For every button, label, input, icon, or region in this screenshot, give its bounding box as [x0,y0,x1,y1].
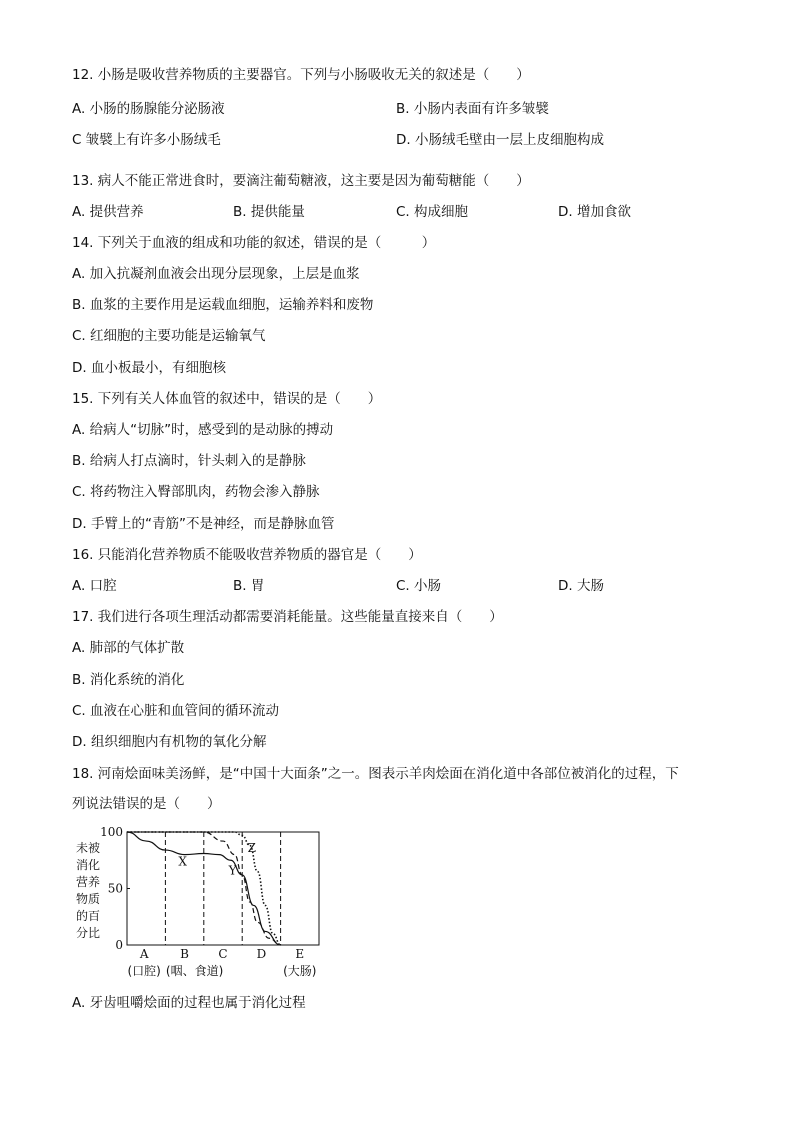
q14-option-c[interactable]: C. 红细胞的主要功能是运输氧气 [72,328,266,344]
x-axis-categories [139,947,304,961]
plot-frame [127,832,319,945]
q15-option-d[interactable]: D. 手臂上的“青筋”不是神经，而是静脉血管 [72,516,335,532]
q17-option-a[interactable]: A. 肺部的气体扩散 [72,640,185,656]
x-category-b: B [180,947,190,961]
q18-stem-line1: 18. 河南烩面味美汤鲜，是“中国十大面条”之一。图表示羊肉烩面在消化道中各部位被消化的过程，下 [72,766,679,782]
y-tick-label: 50 [107,881,123,896]
q12-stem: 12. 小肠是吸收营养物质的主要器官。下列与小肠吸收无关的叙述是（ ） [72,67,530,83]
y-axis-label [76,840,100,940]
q13-option-a[interactable]: A. 提供营养 [72,204,144,220]
curve-label-z: Z [247,840,256,855]
q17-option-c[interactable]: C. 血液在心脏和血管间的循环流动 [72,703,280,719]
x-category-c: C [218,947,228,961]
x-category-d: D [256,947,267,961]
q14-option-b[interactable]: B. 血浆的主要作用是运载血细胞，运输养料和废物 [72,297,374,313]
q14-stem: 14. 下列关于血液的组成和功能的叙述，错误的是（ ） [72,235,436,251]
y-label-line: 分比 [75,926,101,940]
q13-option-b[interactable]: B. 提供能量 [233,204,305,220]
q15-option-c[interactable]: C. 将药物注入臀部肌肉，药物会渗入静脉 [72,484,320,500]
y-tick-label: 0 [115,938,123,952]
q12-option-a[interactable]: A. 小肠的肠腺能分泌肠液 [72,101,225,117]
q12-option-b[interactable]: B. 小肠内表面有许多皱襞 [396,101,549,117]
y-tick-label: 100 [100,825,123,839]
q13-option-d[interactable]: D. 增加食欲 [558,204,631,220]
q16-option-d[interactable]: D. 大肠 [558,578,604,594]
q17-option-d[interactable]: D. 组织细胞内有机物的氧化分解 [72,734,267,750]
q15-option-b[interactable]: B. 给病人打点滴时，针头刺入的是静脉 [72,453,306,469]
x-category-label-a: (口腔) [127,964,161,978]
q17-option-b[interactable]: B. 消化系统的消化 [72,672,185,688]
y-label-line: 未被 [75,841,101,855]
q18-stem-line2: 列说法错误的是（ ） [72,796,221,812]
segment-dividers [165,832,280,945]
q12-option-c[interactable]: C 皱襞上有许多小肠绒毛 [72,132,221,148]
q13-stem: 13. 病人不能正常进食时，要滴注葡萄糖液，这主要是因为葡萄糖能（ ） [72,173,530,189]
q14-option-a[interactable]: A. 加入抗凝剂血液会出现分层现象，上层是血浆 [72,266,360,282]
x-category-a: A [139,947,149,961]
curve-label-y: Y [228,863,237,878]
q15-stem: 15. 下列有关人体血管的叙述中，错误的是（ ） [72,391,382,407]
x-category-label-e: (大肠) [283,964,317,978]
plot-border [127,832,319,945]
q16-option-b[interactable]: B. 胃 [233,578,265,594]
q17-stem: 17. 我们进行各项生理活动都需要消耗能量。这些能量直接来自（ ） [72,609,503,625]
q14-option-d[interactable]: D. 血小板最小，有细胞核 [72,360,226,376]
q13-option-c[interactable]: C. 构成细胞 [396,204,469,220]
y-label-line: 消化 [75,858,101,872]
q12-option-d[interactable]: D. 小肠绒毛壁由一层上皮细胞构成 [396,132,604,148]
q16-option-c[interactable]: C. 小肠 [396,578,442,594]
curve-labels [178,841,256,878]
x-category-label-b: (咽、食道) [165,964,224,978]
y-label-line: 营养 [75,875,101,889]
q16-option-a[interactable]: A. 口腔 [72,578,117,594]
x-category-e: E [295,947,305,961]
q15-option-a[interactable]: A. 给病人“切脉”时，感受到的是动脉的搏动 [72,422,334,438]
q16-stem: 16. 只能消化营养物质不能吸收营养物质的器官是（ ） [72,547,422,563]
curve-label-x: X [178,854,187,869]
y-label-line: 物质 [75,892,101,906]
q18-option-a[interactable]: A. 牙齿咀嚼烩面的过程也属于消化过程 [72,995,306,1011]
digestion-chart [70,822,360,984]
x-axis-category-labels [128,963,317,978]
y-axis-ticks [100,825,130,952]
y-label-line: 的百 [75,909,101,923]
